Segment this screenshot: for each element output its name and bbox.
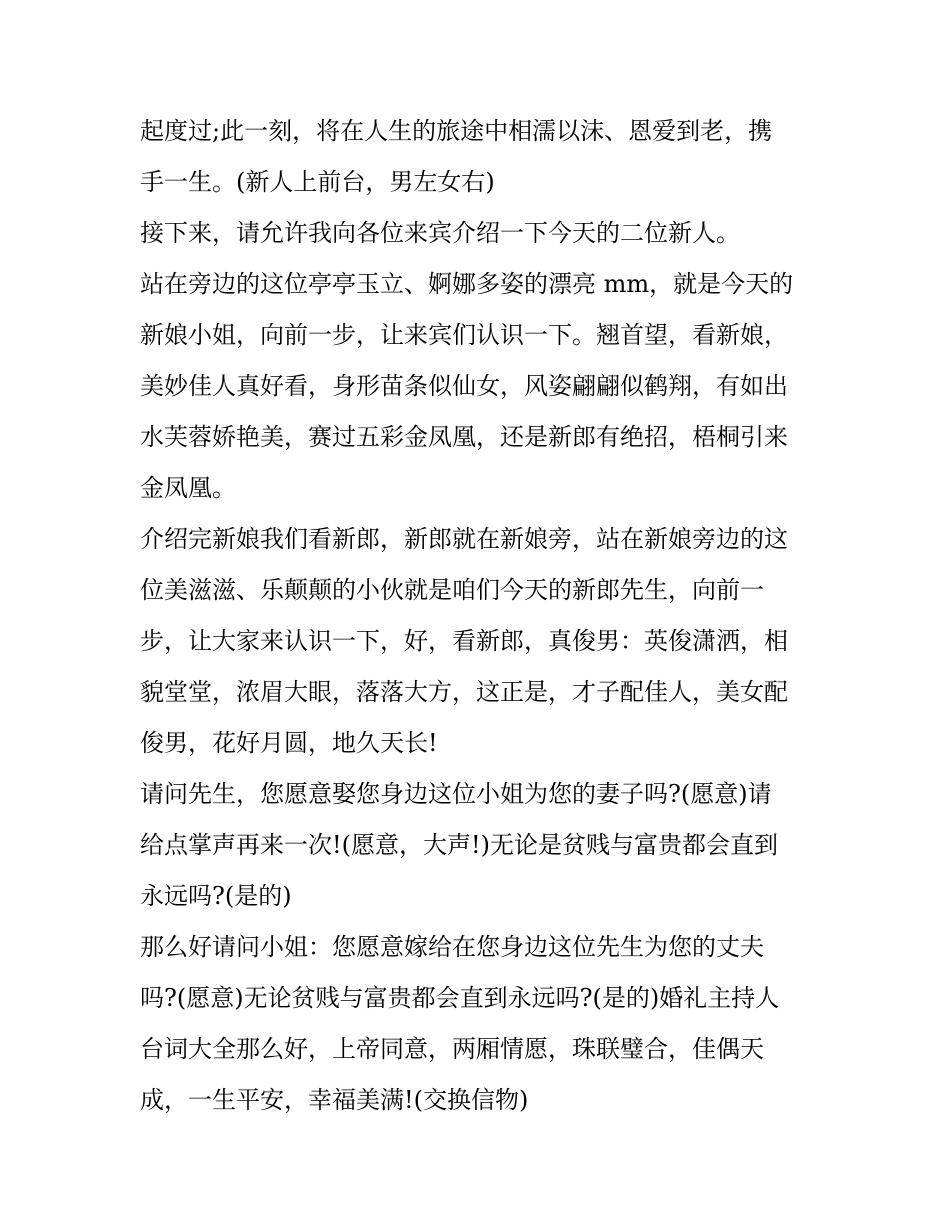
- text-line: 吗?(愿意)无论贫贱与富贵都会直到永远吗?(是的)婚礼主持人: [140, 984, 780, 1012]
- text-line: 美妙佳人真好看，身形苗条似仙女，风姿翩翩似鹤翔，有如出: [140, 372, 788, 400]
- text-line: 水芙蓉娇艳美，赛过五彩金凤凰，还是新郎有绝招，梧桐引来: [140, 423, 788, 451]
- text-line: 新娘小姐，向前一步，让来宾们认识一下。翘首望，看新娘，: [140, 321, 788, 349]
- text-line: 永远吗?(是的): [140, 882, 292, 910]
- text-line: 起度过;此一刻，将在人生的旅途中相濡以沫、恩爱到老，携: [140, 117, 773, 145]
- text-line: 站在旁边的这位亭亭玉立、婀娜多姿的漂亮 mm，就是今天的: [140, 270, 794, 298]
- text-line: 位美滋滋、乐颠颠的小伙就是咱们今天的新郎先生，向前一: [140, 576, 764, 604]
- text-line: 貌堂堂，浓眉大眼，落落大方，这正是，才子配佳人，美女配: [140, 678, 788, 706]
- document-body: [140, 106, 820, 1126]
- text-line: 那么好请问小姐：您愿意嫁给在您身边这位先生为您的丈夫: [140, 933, 764, 961]
- text-line: 金凤凰。: [140, 474, 236, 502]
- text-line: 步，让大家来认识一下，好，看新郎，真俊男：英俊潇洒，相: [140, 627, 788, 655]
- text-line: 台词大全那么好，上帝同意，两厢情愿，珠联璧合，佳偶天: [140, 1035, 764, 1063]
- text-line: 接下来，请允许我向各位来宾介绍一下今天的二位新人。: [140, 219, 740, 247]
- text-line: 俊男，花好月圆，地久天长!: [140, 729, 438, 757]
- text-line: 成，一生平安，幸福美满!(交换信物): [140, 1086, 529, 1114]
- text-line: 请问先生，您愿意娶您身边这位小姐为您的妻子吗?(愿意)请: [140, 780, 772, 808]
- text-line: 给点掌声再来一次!(愿意，大声!)无论是贫贱与富贵都会直到: [140, 831, 779, 859]
- text-line: 介绍完新娘我们看新郎，新郎就在新娘旁，站在新娘旁边的这: [140, 525, 788, 553]
- text-line: 手一生。(新人上前台，男左女右): [140, 168, 495, 196]
